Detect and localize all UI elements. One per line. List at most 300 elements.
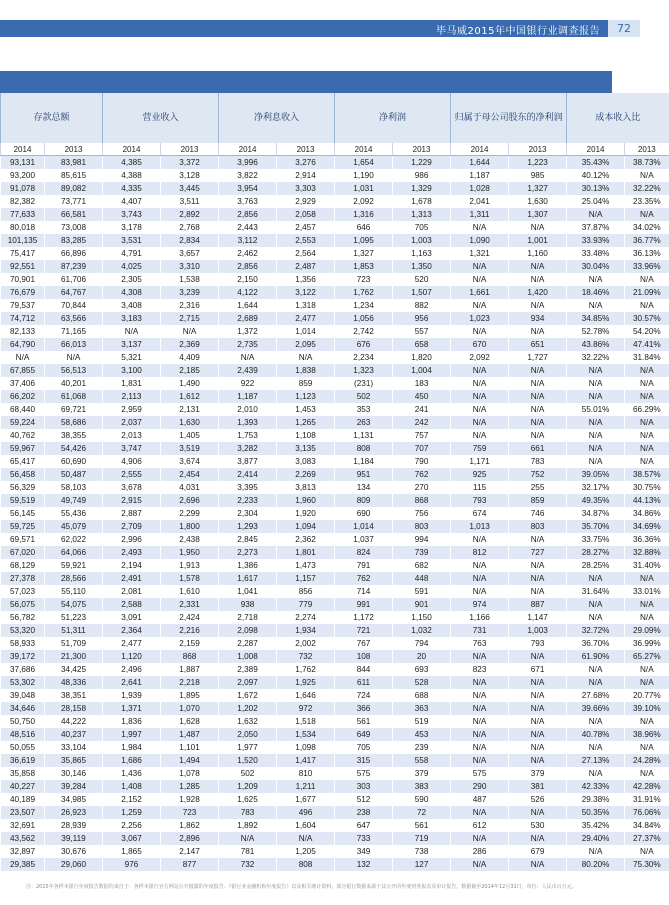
table-cell: 56,513 [45,364,103,377]
table-cell: N/A [567,715,625,728]
table-cell: 29,385 [1,858,45,871]
table-cell: 70,844 [45,299,103,312]
table-cell: 1,123 [277,390,335,403]
table-cell: 783 [219,806,277,819]
table-row [1,390,669,403]
table-cell: 693 [393,663,451,676]
table-cell: 62,022 [45,533,103,546]
table-cell: 938 [219,598,277,611]
table-cell: 690 [335,507,393,520]
table-cell: 2,331 [161,598,219,611]
table-cell: 290 [451,780,509,793]
table-cell: 93,200 [1,169,45,182]
table-cell: 74,712 [1,312,45,325]
table-cell: N/A [567,429,625,442]
table-cell: 2,735 [219,338,277,351]
table-cell: 59,967 [1,442,45,455]
table-cell: 54,075 [45,598,103,611]
table-cell: 32,897 [1,845,45,858]
table-cell: 68,440 [1,403,45,416]
table-cell: 53,320 [1,624,45,637]
table-cell: 36.13% [625,247,669,260]
table-cell: 3,100 [103,364,161,377]
table-cell: 2,887 [103,507,161,520]
table-cell: 991 [335,598,393,611]
table-cell: 3,996 [219,156,277,170]
table-row [1,312,669,325]
table-cell: 1,838 [277,364,335,377]
table-cell: 241 [393,403,451,416]
table-cell: 2,098 [219,624,277,637]
table-cell: 1,120 [103,650,161,663]
table-cell: N/A [219,832,277,845]
table-cell: 1,316 [335,208,393,221]
table-cell: N/A [509,806,567,819]
table-cell: 2,996 [103,533,161,546]
table-cell: 731 [451,624,509,637]
table-cell: 56,145 [1,507,45,520]
table-cell: N/A [509,572,567,585]
table-cell: 53,302 [1,676,45,689]
table-cell: 759 [451,442,509,455]
table-cell: N/A [451,416,509,429]
table-cell: 40,762 [1,429,45,442]
table-cell: 32.22% [625,182,669,195]
table-cell: 793 [509,637,567,650]
year-header: 2014 [1,143,45,156]
table-cell: 381 [509,780,567,793]
table-cell: 3,128 [161,169,219,182]
table-cell: 59,519 [1,494,45,507]
table-cell: 1,895 [161,689,219,702]
table-row [1,676,669,689]
table-cell: 1,925 [277,676,335,689]
table-cell: (231) [335,377,393,390]
table-cell: 1,014 [277,325,335,338]
table-cell: 1,862 [161,819,219,832]
table-cell: 3,372 [161,156,219,170]
table-cell: 34.02% [625,221,669,234]
table-cell: 1,913 [161,559,219,572]
table-cell: 1,037 [335,533,393,546]
table-cell: 2,496 [103,663,161,676]
year-header: 2013 [277,143,335,156]
table-cell: 3,303 [277,182,335,195]
table-cell: 56,782 [1,611,45,624]
table-cell: 42.33% [567,780,625,793]
table-cell: 66,896 [45,247,103,260]
table-cell: N/A [451,377,509,390]
table-row [1,442,669,455]
table-cell: 1,617 [219,572,277,585]
table-row [1,481,669,494]
table-row [1,533,669,546]
table-cell: 34,425 [45,663,103,676]
table-row [1,559,669,572]
table-cell: 1,372 [219,325,277,338]
table-cell: 676 [335,338,393,351]
table-cell: 65,417 [1,455,45,468]
table-cell: 994 [393,533,451,546]
table-cell: 57,023 [1,585,45,598]
table-cell: N/A [567,364,625,377]
table-cell: 803 [509,520,567,533]
table-cell: 4,791 [103,247,161,260]
table-cell: N/A [509,299,567,312]
table-cell: N/A [625,442,669,455]
table-cell: N/A [451,221,509,234]
table-cell: 2,364 [103,624,161,637]
table-cell: 76.06% [625,806,669,819]
table-cell: 51,709 [45,637,103,650]
table-cell: 3,519 [161,442,219,455]
table-cell: 2,718 [219,611,277,624]
table-cell: 23,507 [1,806,45,819]
table-cell: N/A [451,715,509,728]
table-cell: 1,538 [161,273,219,286]
table-row [1,416,669,429]
table-cell: 255 [509,481,567,494]
group-header: 净利润 [335,93,451,143]
table-cell: 448 [393,572,451,585]
table-cell: N/A [509,429,567,442]
table-cell: 487 [451,793,509,806]
table-row [1,247,669,260]
table-row [1,156,669,170]
table-cell: 2,095 [277,338,335,351]
table-cell: 30.75% [625,481,669,494]
table-cell: N/A [451,650,509,663]
table-cell: 39,172 [1,650,45,663]
table-cell: 61.90% [567,650,625,663]
table-cell: 34,646 [1,702,45,715]
table-cell: N/A [625,598,669,611]
table-cell: 4,407 [103,195,161,208]
table-row [1,208,669,221]
table-cell: N/A [509,754,567,767]
table-cell: 40,227 [1,780,45,793]
table-cell: N/A [625,715,669,728]
table-cell: 1,820 [393,351,451,364]
table-cell: 561 [393,819,451,832]
table-cell: N/A [451,273,509,286]
table-cell: 3,743 [103,208,161,221]
table-cell: 746 [509,507,567,520]
table-cell: 752 [509,468,567,481]
table-cell: 1,677 [277,793,335,806]
year-header: 2014 [335,143,393,156]
table-cell: 2,856 [219,208,277,221]
table-cell: 1,356 [277,273,335,286]
table-cell: 1,285 [161,780,219,793]
table-cell: 59,725 [1,520,45,533]
table-row [1,377,669,390]
table-cell: 1,211 [277,780,335,793]
table-cell: 2,269 [277,468,335,481]
table-cell: 502 [335,390,393,403]
table-cell: 808 [335,442,393,455]
table-cell: 2,041 [451,195,509,208]
table-cell: 670 [451,338,509,351]
table-cell: N/A [509,416,567,429]
table-cell: 2,856 [219,260,277,273]
table-cell: N/A [451,390,509,403]
table-cell: N/A [567,299,625,312]
table-top-band [0,71,612,93]
table-cell: 2,113 [103,390,161,403]
table-cell: 42.28% [625,780,669,793]
table-cell: 757 [393,429,451,442]
table-row [1,806,669,819]
group-header: 净利息收入 [219,93,335,143]
table-cell: 2,454 [161,468,219,481]
table-cell: 349 [335,845,393,858]
table-cell: 2,159 [161,637,219,650]
table-cell: 3,112 [219,234,277,247]
table-cell: 868 [161,650,219,663]
table-cell: 732 [219,858,277,871]
table-cell: 590 [393,793,451,806]
table-cell: 674 [451,507,509,520]
table-cell: 1,417 [277,754,335,767]
group-header: 成本收入比 [567,93,669,143]
table-cell: 1,147 [509,611,567,624]
table-cell: N/A [161,325,219,338]
table-cell: 2,216 [161,624,219,637]
table-cell: 1,187 [451,169,509,182]
table-cell: 2,555 [103,468,161,481]
table-cell: 1,960 [277,494,335,507]
table-cell: 39,284 [45,780,103,793]
table-cell: 127 [393,858,451,871]
table-row [1,741,669,754]
table-cell: 1,661 [451,286,509,299]
year-header: 2013 [393,143,451,156]
table-row [1,767,669,780]
table-cell: 3,877 [219,455,277,468]
table-cell: N/A [509,377,567,390]
table-cell: 38,355 [45,429,103,442]
table-cell: 40.78% [567,728,625,741]
table-cell: 1,393 [219,416,277,429]
table-row [1,364,669,377]
table-cell: 29.38% [567,793,625,806]
table-cell: N/A [451,689,509,702]
table-cell: 4,025 [103,260,161,273]
table-cell: 2,689 [219,312,277,325]
table-cell: N/A [509,273,567,286]
table-cell: N/A [451,364,509,377]
table-cell: 1,131 [335,429,393,442]
table-cell: 1,762 [335,286,393,299]
table-cell: 58,933 [1,637,45,650]
table-row [1,702,669,715]
table-cell: 1,323 [335,364,393,377]
table-cell: 64,790 [1,338,45,351]
table-row [1,169,669,182]
table-cell: 2,845 [219,533,277,546]
table-cell: 719 [393,832,451,845]
table-cell: 87,239 [45,260,103,273]
table-cell: 1,003 [393,234,451,247]
table-cell: 3,239 [161,286,219,299]
table-cell: 976 [103,858,161,871]
table-cell: 974 [451,598,509,611]
table-cell: 803 [393,520,451,533]
table-cell: 723 [161,806,219,819]
table-cell: 1,001 [509,234,567,247]
group-header: 归属于母公司股东的净利润 [451,93,567,143]
table-cell: 79,537 [1,299,45,312]
table-cell: 4,308 [103,286,161,299]
table-cell: 49.35% [567,494,625,507]
table-cell: 1,171 [451,455,509,468]
table-cell: N/A [625,169,669,182]
table-cell: N/A [509,390,567,403]
table-cell: 80,018 [1,221,45,234]
table-cell: 2,147 [161,845,219,858]
table-row [1,520,669,533]
table-cell: 31.91% [625,793,669,806]
table-cell: 2,092 [451,351,509,364]
table-cell: N/A [625,572,669,585]
table-cell: 1,160 [509,247,567,260]
table-cell: 2,914 [277,169,335,182]
table-cell: 824 [335,546,393,559]
table-cell: 2,491 [103,572,161,585]
table-cell: 38,351 [45,689,103,702]
table-cell: 75.30% [625,858,669,871]
table-cell: 108 [335,650,393,663]
table-cell: 75,417 [1,247,45,260]
table-cell: 2,152 [103,793,161,806]
table-cell: 1,311 [451,208,509,221]
table-cell: 783 [509,455,567,468]
table-cell: 101,135 [1,234,45,247]
table-cell: 2,050 [219,728,277,741]
table-cell: 48,336 [45,676,103,689]
table-cell: 40,237 [45,728,103,741]
table-cell: N/A [451,806,509,819]
table-cell: 1,229 [393,156,451,170]
table-cell: 1,604 [277,819,335,832]
table-cell: 1,008 [219,650,277,663]
table-cell: 3,678 [103,481,161,494]
table-cell: 986 [393,169,451,182]
table-cell: 3,183 [103,312,161,325]
table-cell: 38.96% [625,728,669,741]
table-cell: 985 [509,169,567,182]
table-cell: 71,165 [45,325,103,338]
table-cell: 2,715 [161,312,219,325]
table-cell: 756 [393,507,451,520]
table-cell: N/A [509,403,567,416]
table-cell: 2,150 [219,273,277,286]
table-cell: 922 [219,377,277,390]
table-cell: 44,222 [45,715,103,728]
table-cell: 1,520 [219,754,277,767]
table-cell: 263 [335,416,393,429]
table-cell: 3,763 [219,195,277,208]
table-cell: 239 [393,741,451,754]
table-cell: 2,010 [219,403,277,416]
table-cell: 2,299 [161,507,219,520]
table-cell: 1,101 [161,741,219,754]
table-cell: 1,004 [393,364,451,377]
table-cell: 810 [277,767,335,780]
table-cell: 1,223 [509,156,567,170]
table-cell: 723 [335,273,393,286]
table-cell: 36.77% [625,234,669,247]
table-cell: 2,058 [277,208,335,221]
table-cell: 2,081 [103,585,161,598]
table-cell: N/A [451,299,509,312]
table-cell: 2,641 [103,676,161,689]
table-cell: 44.13% [625,494,669,507]
table-cell: 762 [393,468,451,481]
table-cell: 1,831 [103,377,161,390]
table-cell: 242 [393,416,451,429]
table-cell: N/A [625,390,669,403]
table-cell: 809 [335,494,393,507]
table-cell: N/A [509,325,567,338]
table-cell: 1,997 [103,728,161,741]
table-cell: N/A [1,351,45,364]
table-cell: 575 [335,767,393,780]
table-cell: 37,406 [1,377,45,390]
table-row [1,650,669,663]
table-cell: 512 [335,793,393,806]
table-cell: 36.70% [567,637,625,650]
table-cell: 34.87% [567,507,625,520]
table-cell: 808 [277,858,335,871]
table-cell: 1,293 [219,520,277,533]
table-cell: 1,762 [277,663,335,676]
table-cell: N/A [451,325,509,338]
table-cell: N/A [451,754,509,767]
table-cell: N/A [567,390,625,403]
table-cell: N/A [277,832,335,845]
table-cell: 2,305 [103,273,161,286]
table-cell: 2,439 [219,364,277,377]
table-cell: 34,985 [45,793,103,806]
table-cell: N/A [625,364,669,377]
table-cell: 4,335 [103,182,161,195]
table-row [1,286,669,299]
table-row [1,715,669,728]
table-cell: 91,078 [1,182,45,195]
table-row [1,325,669,338]
table-row [1,299,669,312]
table-cell: 3,122 [277,286,335,299]
table-cell: 66.29% [625,403,669,416]
table-cell: 1,632 [219,715,277,728]
table-cell: 877 [161,858,219,871]
table-cell: 80.20% [567,858,625,871]
table-cell: N/A [509,650,567,663]
table-cell: 794 [393,637,451,650]
table-cell: 844 [335,663,393,676]
table-cell: 1,887 [161,663,219,676]
table-cell: N/A [625,429,669,442]
table-cell: 1,371 [103,702,161,715]
table-row [1,624,669,637]
table-cell: 28,566 [45,572,103,585]
table-cell: 2,233 [219,494,277,507]
table-cell: 1,190 [335,169,393,182]
table-cell: 823 [451,663,509,676]
table-cell: 30,676 [45,845,103,858]
